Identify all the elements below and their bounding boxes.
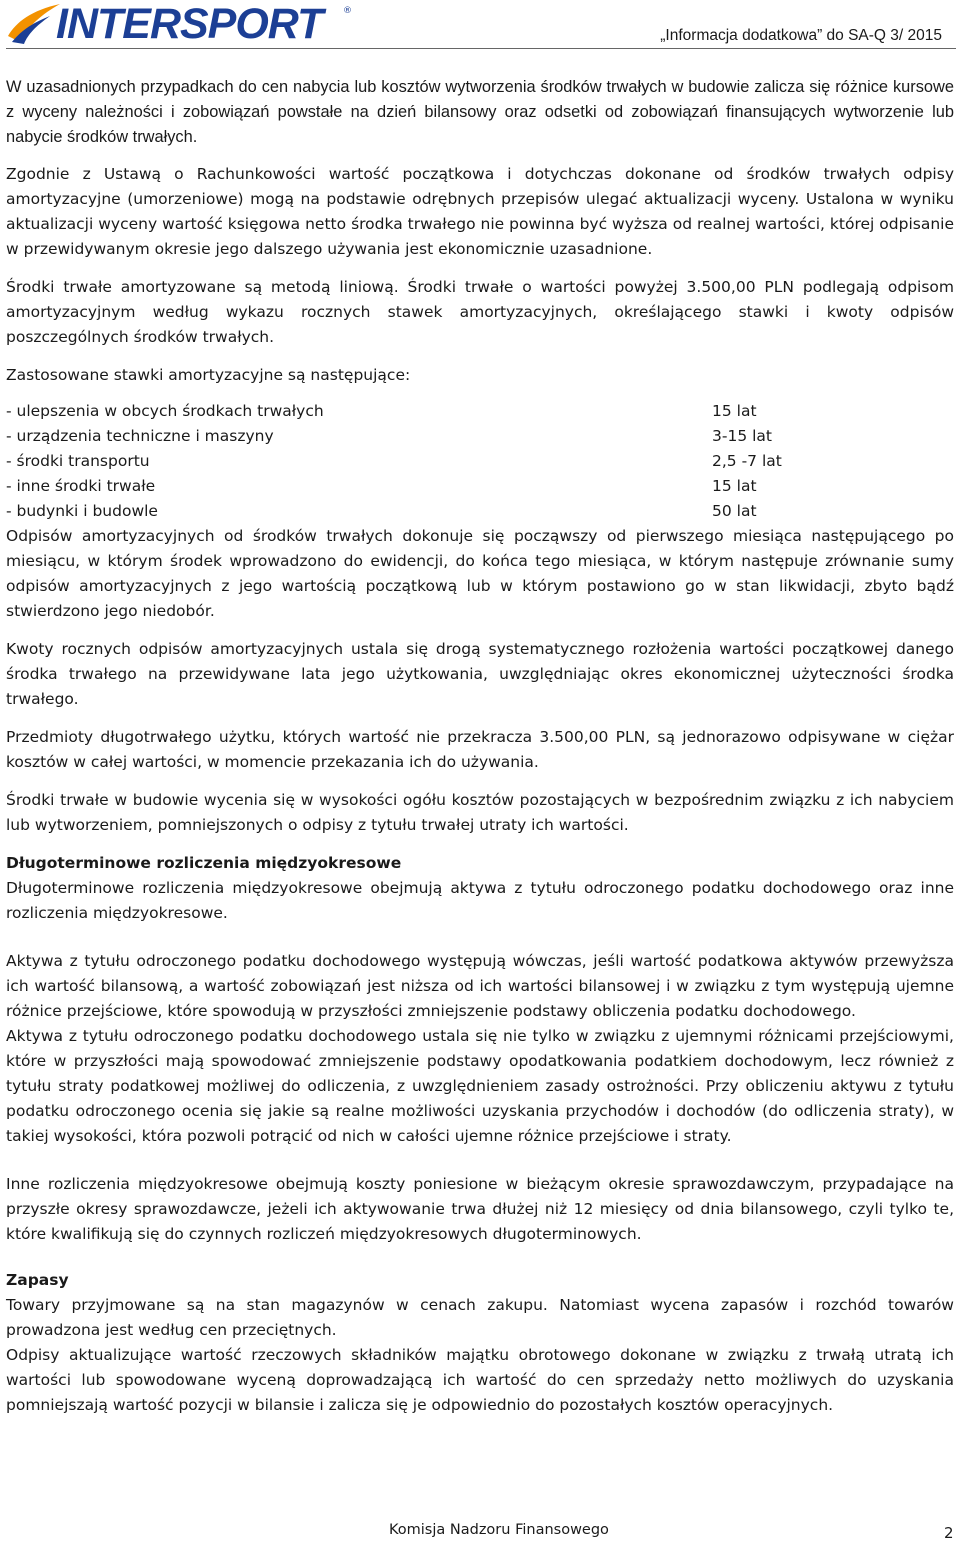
list-item (6, 499, 954, 524)
paragraph: Zgodnie z Ustawą o Rachunkowości wartość początkowa i dotychczas dokonane od środków trwałych odpisy amortyzacyjne (umorzeniowe) mogą na podstawie odrębnych przepisów ulegać aktualizacji wyceny. Ustalona w wyniku aktualizacji wyceny wartość księgowa netto środka trwałego nie powinna być wyższa od realnej wartości, której odpisanie w przewidywanym okresie jego dalszego używania jest ekonomicznie uzasadnione. (6, 165, 954, 259)
paragraph: Zastosowane stawki amortyzacyjne są następujące: (6, 366, 411, 385)
rate-name: - środki transportu (6, 452, 150, 471)
rate-value: 2,5 -7 lat (712, 452, 782, 471)
paragraph: Aktywa z tytułu odroczonego podatku dochodowego ustala się nie tylko w związku z ujemnymi różnicami przejściowymi, które w przyszłości mają spowodować zmniejszenie podstawy opodatkowania podatkiem dochodowym, lecz również z tytułu straty podatkowej możliwej do odliczenia, z uwzględnieniem zasady ostrożności. Przy obliczeniu aktywu z tytułu podatku odroczonego ocenia się jakie są realne możliwości uzyskania przychodów i dochodów (do odliczenia straty), w takiej wysokości, która pozwoli potrącić od nich w całości ujemne różnice przejściowe i straty. (6, 1027, 954, 1146)
section-heading-zapasy: Zapasy (6, 1271, 69, 1290)
rate-value: 15 lat (712, 477, 757, 496)
header-divider (6, 48, 956, 49)
paragraph: Przedmioty długotrwałego użytku, których wartość nie przekracza 3.500,00 PLN, są jednorazowo odpisywane w ciężar kosztów w całej wartości, w momencie przekazania ich do używania. (6, 728, 954, 772)
section-heading-long-term: Długoterminowe rozliczenia międzyokresowe (6, 854, 402, 873)
logo-swoosh-icon (6, 2, 62, 46)
rate-name: - ulepszenia w obcych środkach trwałych (6, 402, 324, 421)
rate-value: 50 lat (712, 502, 757, 521)
rate-value: 15 lat (712, 402, 757, 421)
depreciation-rates-list (6, 399, 954, 524)
paragraph: Środki trwałe w budowie wycenia się w wysokości ogółu kosztów pozostających w bezpośrednim związku z ich nabyciem lub wytworzeniem, pomniejszonych o odpisy z tytułu trwałej utraty ich wartości. (6, 791, 954, 835)
paragraph: Inne rozliczenia międzyokresowe obejmują koszty poniesione w bieżącym okresie sprawozdawczym, przypadające na przyszłe okresy sprawozdawcze, jeżeli ich aktywowanie trwa dłużej niż 12 miesięcy od dnia bilansowego, czyli tylko te, które kwalifikują się do czynnych rozliczeń międzyokresowych długoterminowych. (6, 1175, 954, 1244)
page-number: 2 (944, 1524, 954, 1542)
header-title: „Informacja dodatkowa” do SA-Q 3/ 2015 (660, 27, 942, 44)
paragraph: Odpisów amortyzacyjnych od środków trwałych dokonuje się począwszy od pierwszego miesiąca następującego po miesiącu, w którym środek wprowadzono do ewidencji, do końca tego miesiąca, w którym następuje zrównanie sumy odpisów amortyzacyjnych z jego wartością początkową lub w którym postawiono go w stan likwidacji, zbyto bądź stwierdzono jego niedobór. (6, 527, 954, 621)
paragraph: Środki trwałe amortyzowane są metodą liniową. Środki trwałe o wartości powyżej 3.500,00 PLN podlegają odpisom amortyzacyjnym według wykazu rocznych stawek amortyzacyjnych, określającego stawki i kwoty odpisów poszczególnych środków trwałych. (6, 278, 954, 347)
rate-name: - inne środki trwałe (6, 477, 156, 496)
paragraph: W uzasadnionych przypadkach do cen nabycia lub kosztów wytworzenia środków trwałych w budowie zalicza się różnice kursowe z wyceny należności i zobowiązań powstałe na dzień bilansowy oraz odsetki od zobowiązań finansujących wytworzenie lub nabycie środków trwałych. (6, 78, 954, 146)
list-item (6, 474, 954, 499)
footer-text: Komisja Nadzoru Finansowego (389, 1522, 609, 1538)
document-body (6, 75, 954, 1418)
page-header (0, 0, 960, 50)
logo-registered-mark: ® (343, 6, 352, 16)
paragraph: Aktywa z tytułu odroczonego podatku dochodowego występują wówczas, jeśli wartość podatkowa aktywów przewyższa ich wartość bilansową, a wartość zobowiązań jest niższa od ich wartości bilansowej i w związku z tym występują ujemne różnice przejściowe, które spowodują w przyszłości zmniejszenie podstawy obliczenia podatku dochodowego. (6, 952, 954, 1021)
logo-wordmark: INTERSPORT (56, 0, 323, 48)
paragraph: Odpisy aktualizujące wartość rzeczowych składników majątku obrotowego dokonane w związku z trwałą utratą ich wartości lub spowodowane wyceną doprowadzającą ich wartość do cen sprzedaży netto możliwych do uzyskania pomniejszają wartość pozycji w bilansie i zalicza się je odpowiednio do pozostałych kosztów operacyjnych. (6, 1346, 954, 1415)
rate-value: 3-15 lat (712, 427, 772, 446)
paragraph: Długoterminowe rozliczenia międzyokresowe obejmują aktywa z tytułu odroczonego podatku dochodowego oraz inne rozliczenia międzyokresowe. (6, 879, 954, 923)
rate-name: - urządzenia techniczne i maszyny (6, 427, 274, 446)
intersport-logo (6, 0, 352, 48)
list-item (6, 449, 954, 474)
rate-name: - budynki i budowle (6, 502, 158, 521)
list-item (6, 399, 954, 424)
paragraph: Towary przyjmowane są na stan magazynów w cenach zakupu. Natomiast wycena zapasów i rozchód towarów prowadzona jest według cen przeciętnych. (6, 1296, 954, 1340)
paragraph: Kwoty rocznych odpisów amortyzacyjnych ustala się drogą systematycznego rozłożenia wartości początkowej danego środka trwałego na przewidywane lata jego użytkowania, uwzględniając okres ekonomicznej użyteczności środka trwałego. (6, 640, 954, 709)
list-item (6, 424, 954, 449)
